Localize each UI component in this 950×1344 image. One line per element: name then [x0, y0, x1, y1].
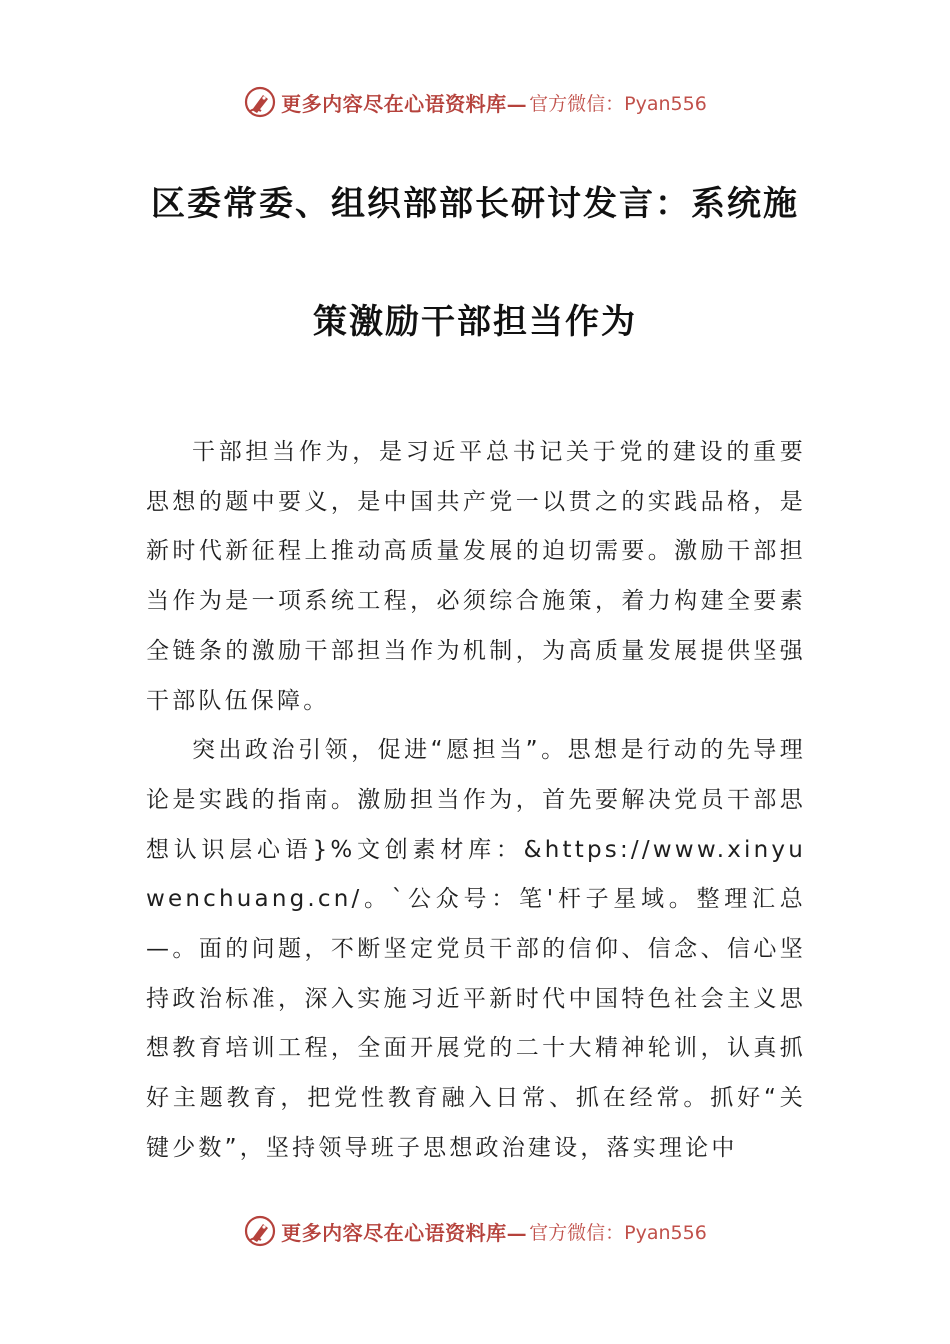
paragraph: 干部担当作为，是习近平总书记关于党的建设的重要思想的题中要义，是中国共产党一以贯之的实践品格，是新时代新征程上推动高质量发展的迫切需要。激励干部担当作为是一项系统工程，必须综合施策，着力构建全要素全链条的激励干部担当作为机制，为高质量发展提供坚强干部队伍保障。 — [146, 439, 806, 714]
pen-nib-logo-icon — [243, 1214, 277, 1248]
pen-nib-logo-icon — [243, 85, 277, 119]
document-title-line-1: 区委常委、组织部部长研讨发言：系统施 — [151, 184, 799, 224]
paragraph: 突出政治引领，促进“愿担当”。思想是行动的先导理论是实践的指南。激励担当作为，首先要解决党员干部思想认识层心语}%文创素材库：&https://www.xinyuwenchuang.cn/。`公众号：笔'杆子星域。整理汇总—。面的问题，不断坚定党员干部的信仰、信念、信心坚持政治标准，深入实施习近平新时代中国特色社会主义思想教育培训工程，全面开展党的二十大精神轮训，认真抓好主题教育，把党性教育融入日常、抓在经常。抓好“关键少数”，坚持领导班子思想政治建设，落实理论中 — [146, 737, 806, 1161]
watermark-text: 更多内容尽在心语资料库— — [281, 1220, 528, 1245]
watermark-text: 更多内容尽在心语资料库— — [281, 91, 528, 116]
watermark-contact: 官方微信：Pyan556 — [529, 1221, 707, 1244]
header-watermark-banner — [0, 82, 950, 122]
document-title-line-2: 策激励干部担当作为 — [313, 302, 637, 342]
footer-watermark-banner — [0, 1211, 950, 1251]
document-body — [146, 428, 806, 1174]
watermark-contact: 官方微信：Pyan556 — [529, 92, 707, 115]
